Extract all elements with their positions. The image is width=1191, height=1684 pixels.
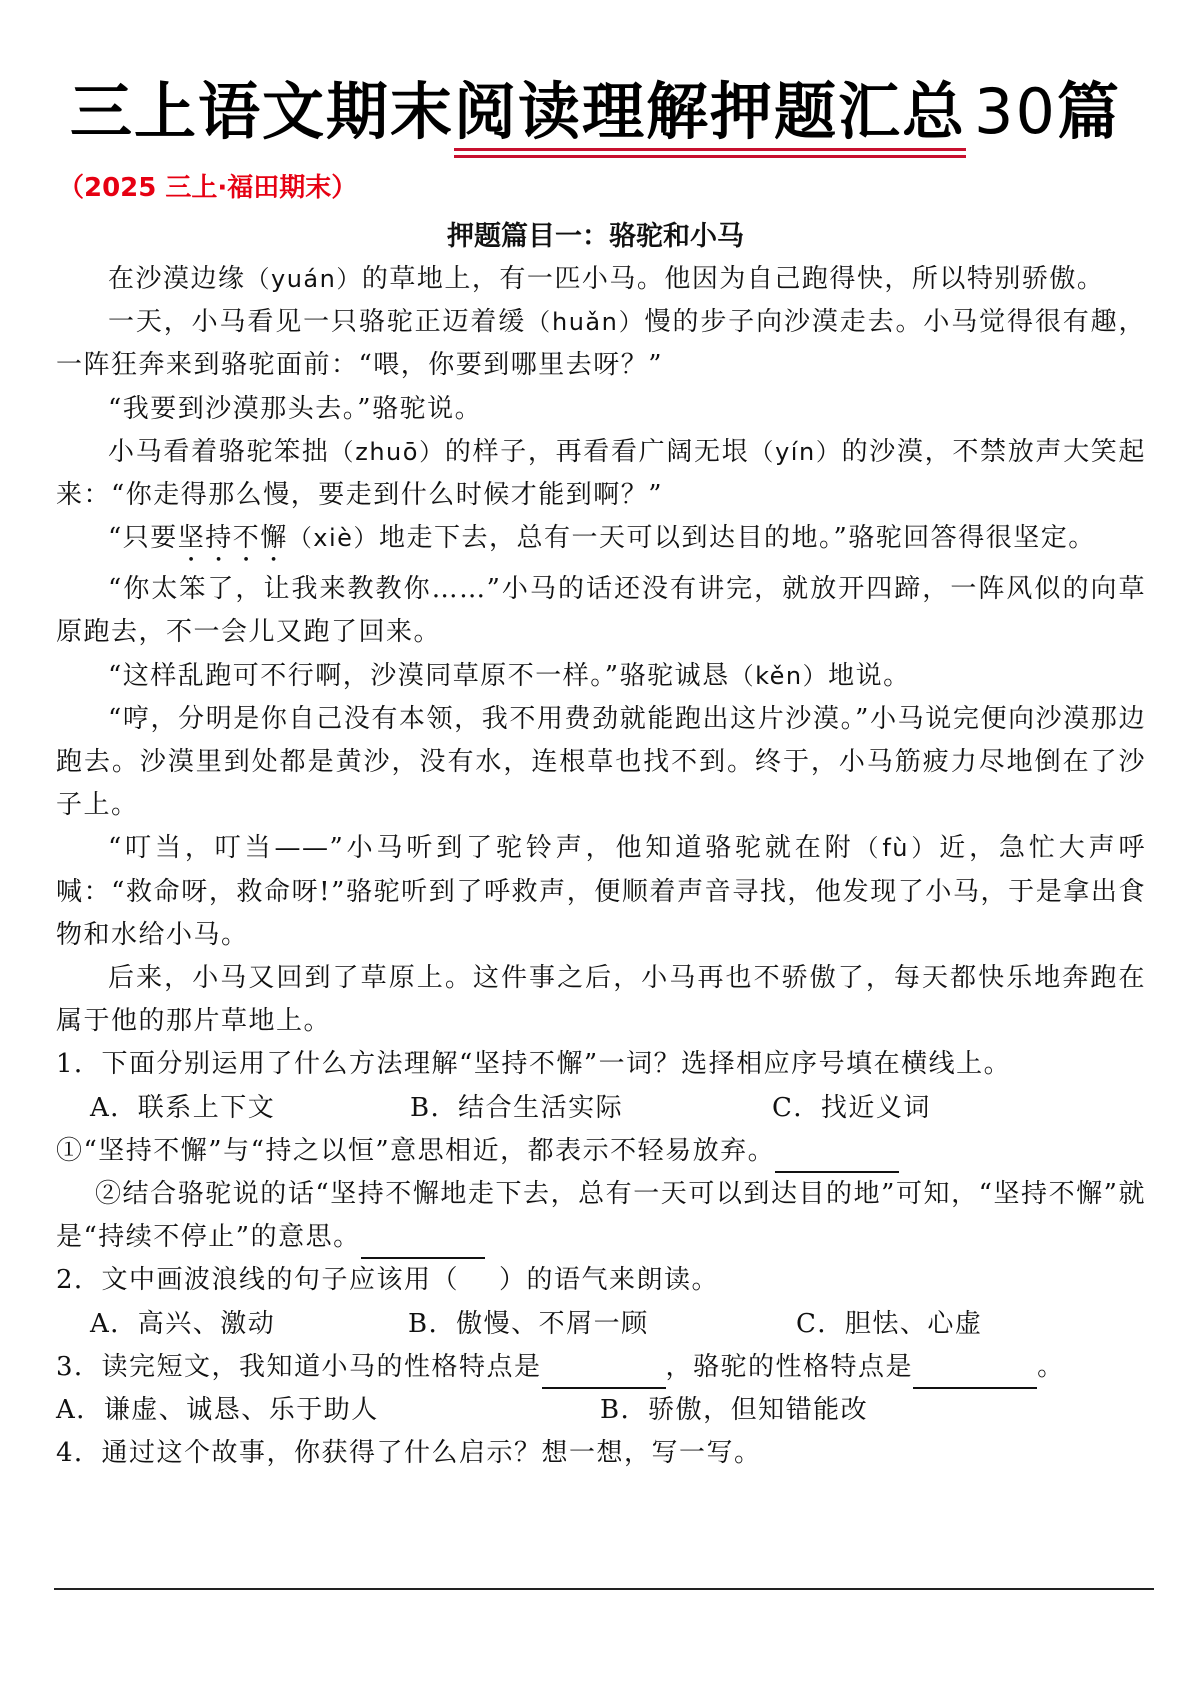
paragraph-7 — [56, 655, 1146, 698]
title-underlined: 阅读理解押题汇总 — [454, 72, 966, 152]
q1-sub-1 — [56, 1130, 1146, 1173]
q1-option-a: A．联系上下文 — [90, 1092, 276, 1123]
title-number: 30 — [974, 75, 1057, 148]
text: ②结合骆驼说的话“坚持不懈地走下去，总有一天可以到达目的地”可知，“坚持不懈”就是“持续不停止”的意思。 — [56, 1179, 1146, 1253]
answer-blank-pony[interactable] — [542, 1357, 666, 1389]
pinyin: （yuán） — [245, 265, 362, 293]
pinyin: （xiè） — [287, 524, 379, 553]
text: 3．读完短文，我知道小马的性格特点是 — [56, 1351, 542, 1382]
question-3 — [56, 1346, 1146, 1389]
document-body — [56, 258, 1146, 1475]
q2-option-a: A．高兴、激动 — [90, 1308, 276, 1339]
pinyin: （zhuō） — [329, 437, 445, 466]
text: 的沙漠，不禁放声大笑起来：“你走得那么慢，要走到什么时候才能到啊？” — [56, 436, 1146, 511]
q1-sub-2 — [56, 1173, 1146, 1259]
paragraph-8: “哼，分明是你自己没有本领，我不用费劲就能跑出这片沙漠。”小马说完便向沙漠那边跑去。沙漠里到处都是黄沙，没有水，连根草也找不到。终于，小马筋疲力尽地倒在了沙子上。 — [56, 703, 1146, 821]
text: ①“坚持不懈”与“持之以恒”意思相近，都表示不轻易放弃。 — [56, 1135, 776, 1166]
paragraph-5 — [56, 517, 1146, 568]
q1-option-c: C．找近义词 — [772, 1092, 931, 1123]
paragraph-3: “我要到沙漠那头去。”骆驼说。 — [108, 393, 483, 424]
text: ）的语气来朗读。 — [499, 1265, 720, 1296]
q1-options — [56, 1087, 1146, 1130]
q3-option-b: B．骄傲，但知错能改 — [600, 1395, 869, 1426]
source-label: （2025 三上·福田期末） — [58, 173, 358, 203]
text: ，骆驼的性格特点是 — [665, 1351, 914, 1382]
page-title — [0, 72, 1191, 152]
paragraph-6: “你太笨了，让我来教教你……”小马的话还没有讲完，就放开四蹄，一阵风似的向草原跑去，不一会儿又跑了回来。 — [56, 574, 1146, 648]
q1-option-b: B．结合生活实际 — [410, 1092, 624, 1123]
pinyin: （huǎn） — [526, 308, 645, 337]
answer-blank[interactable] — [361, 1227, 485, 1259]
paragraph-1 — [56, 258, 1146, 301]
answer-blank[interactable] — [775, 1141, 899, 1173]
text: 地说。 — [828, 660, 911, 691]
answer-blank-camel[interactable] — [913, 1357, 1037, 1389]
paragraph-10: 后来，小马又回到了草原上。这件事之后，小马再也不骄傲了，每天都快乐地奔跑在属于他的那片草地上。 — [56, 963, 1146, 1037]
emphasized-word: 坚持不懈 — [177, 523, 288, 554]
text: 在沙漠边缘 — [108, 264, 246, 294]
text: “叮当，叮当——”小马听到了驼铃声，他知道骆驼就在附 — [108, 833, 855, 864]
answer-line[interactable] — [54, 1588, 1154, 1590]
text: 一天，小马看见一只骆驼正迈着缓 — [108, 307, 527, 338]
text: 。 — [1037, 1351, 1065, 1382]
passage-title: 押题篇目一：骆驼和小马 — [447, 221, 744, 252]
pinyin: （fù） — [854, 834, 940, 863]
text: “这样乱跑可不行啊，沙漠同草原不一样。”骆驼诚恳 — [108, 660, 730, 691]
paragraph-4 — [56, 431, 1146, 517]
paragraph-2 — [56, 301, 1146, 387]
text: 的样子，再看看广阔无垠 — [444, 436, 750, 467]
text: “只要 — [108, 523, 178, 554]
text: 地走下去，总有一天可以到达目的地。”骆驼回答得很坚定。 — [378, 523, 1096, 554]
question-1: 1．下面分别运用了什么方法理解“坚持不懈”一词？选择相应序号填在横线上。 — [56, 1049, 1012, 1080]
q3-options — [56, 1389, 1146, 1432]
pinyin: （kěn） — [729, 661, 829, 690]
q2-options — [56, 1303, 1146, 1346]
paragraph-9 — [56, 827, 1146, 957]
text: 近，急忙大声呼喊：“救命呀，救命呀!”骆驼听到了呼救声，便顺着声音寻找，他发现了小马，于是拿出食物和水给小马。 — [56, 833, 1146, 950]
text: 慢的步子向沙漠走去。小马觉得很有趣，一阵狂奔来到骆驼面前：“喂，你要到哪里去呀？” — [56, 307, 1146, 381]
title-prefix: 三上语文期末 — [70, 75, 455, 148]
question-2 — [56, 1259, 1146, 1302]
q2-option-c: C．胆怯、心虚 — [796, 1308, 983, 1339]
text: 小马看着骆驼笨拙 — [108, 436, 330, 467]
q2-option-b: B．傲慢、不屑一顾 — [408, 1308, 649, 1339]
text: 的草地上，有一匹小马。他因为自己跑得快，所以特别骄傲。 — [361, 264, 1105, 294]
q3-option-a: A．谦虚、诚恳、乐于助人 — [56, 1395, 379, 1426]
title-suffix: 篇 — [1056, 75, 1121, 148]
text: 2．文中画波浪线的句子应该用（ — [56, 1265, 460, 1296]
pinyin: （yín） — [749, 437, 842, 466]
question-4: 4．通过这个故事，你获得了什么启示？想一想，写一写。 — [56, 1438, 762, 1469]
